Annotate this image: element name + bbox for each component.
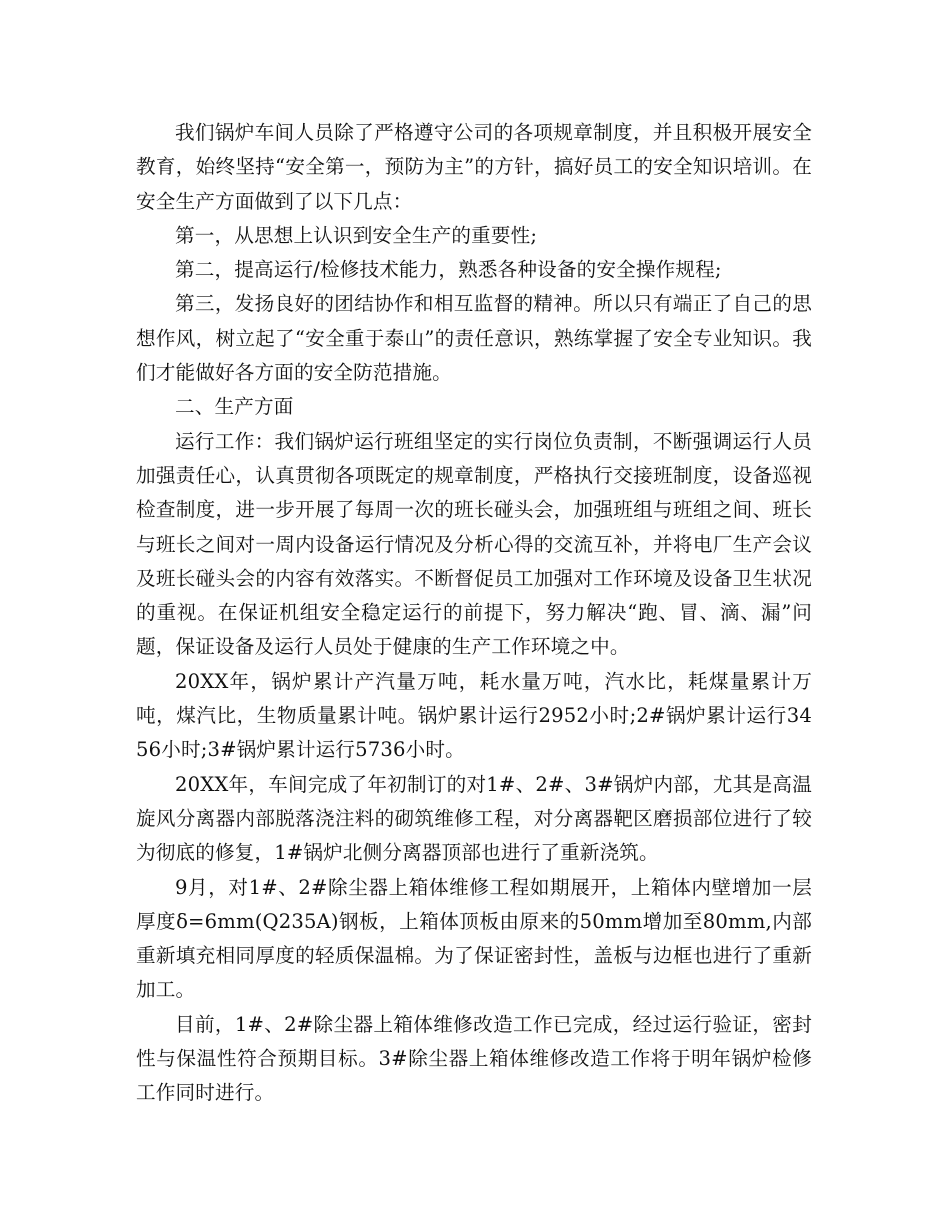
paragraph-dust-collector-repair: 9月，对1#、2#除尘器上箱体维修工程如期展开，上箱体内壁增加一层厚度δ=6mm(Q235A)钢板，上箱体顶板由原来的50mm增加至80mm,内部重新填充相同厚度的轻质保温棉。为了保证密封性，盖板与边框也进行了重新加工。 — [136, 875, 812, 1002]
paragraph-point-one: 第一，从思想上认识到安全生产的重要性; — [175, 223, 538, 247]
paragraph-current-status: 目前，1#、2#除尘器上箱体维修改造工作已完成，经过运行验证，密封性与保温性符合预期目标。3#除尘器上箱体维修改造工作将于明年锅炉检修工作同时进行。 — [136, 1012, 812, 1105]
document-body — [136, 116, 812, 1111]
paragraph-boiler-repair: 20XX年，车间完成了年初制订的对1#、2#、3#锅炉内部，尤其是高温旋风分离器内部脱落浇注料的砌筑维修工程，对分离器靶区磨损部位进行了较为彻底的修复，1#锅炉北侧分离器顶部也进行了重新浇筑。 — [136, 772, 812, 865]
paragraph-point-two: 第二，提高运行/检修技术能力，熟悉各种设备的安全操作规程; — [175, 258, 722, 282]
paragraph-boiler-statistics: 20XX年，锅炉累计产汽量万吨，耗水量万吨，汽水比，耗煤量累计万吨，煤汽比，生物质量累计吨。锅炉累计运行2952小时;2#锅炉累计运行3456小时;3#锅炉累计运行5736小时。 — [136, 669, 812, 762]
section-heading-production: 二、生产方面 — [175, 395, 294, 419]
paragraph-point-three: 第三，发扬良好的团结协作和相互监督的精神。所以只有端正了自己的思想作风，树立起了“安全重于泰山”的责任意识，熟练掌握了安全专业知识。我们才能做好各方面的安全防范措施。 — [136, 292, 812, 385]
paragraph-safety-intro: 我们锅炉车间人员除了严格遵守公司的各项规章制度，并且积极开展安全教育，始终坚持“安全第一，预防为主”的方针，搞好员工的安全知识培训。在安全生产方面做到了以下几点： — [136, 121, 812, 213]
paragraph-operation-work: 运行工作：我们锅炉运行班组坚定的实行岗位负责制，不断强调运行人员加强责任心，认真贯彻各项既定的规章制度，严格执行交接班制度，设备巡视检查制度，进一步开展了每周一次的班长碰头会，加强班组与班组之间、班长与班长之间对一周内设备运行情况及分析心得的交流互补，并将电厂生产会议及班长碰头会的内容有效落实。不断督促员工加强对工作环境及设备卫生状况的重视。在保证机组安全稳定运行的前提下，努力解决“跑、冒、滴、漏”问题，保证设备及运行人员处于健康的生产工作环境之中。 — [136, 429, 812, 659]
